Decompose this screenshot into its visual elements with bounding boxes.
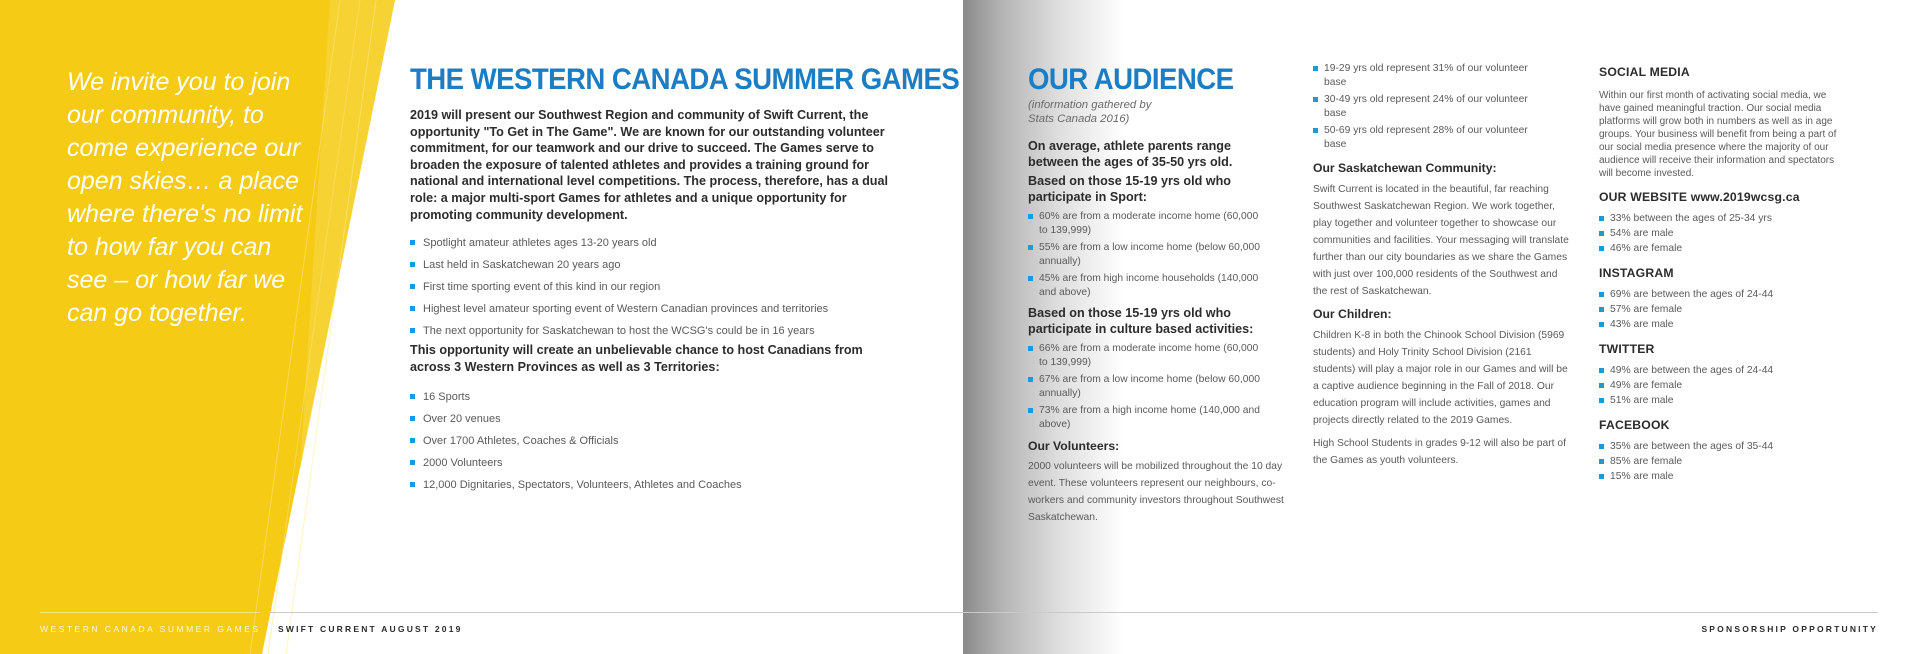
audience-column bbox=[1028, 63, 1284, 526]
audience-source: (information gathered by Stats Canada 2016) bbox=[1028, 99, 1152, 125]
right-page bbox=[963, 0, 1920, 654]
list-item: Highest level amateur sporting event of Western Canadian provinces and territories bbox=[410, 298, 900, 320]
list-item: 30-49 yrs old represent 24% of our volunteer base bbox=[1313, 93, 1533, 121]
list-item: The next opportunity for Saskatchewan to host the WCSG's could be in 16 years bbox=[410, 320, 900, 342]
social-media-text: Within our first month of activating social media, we have gained meaningful traction. Our social media platforms will grow both in numbers as well as in age groups. Your business will benefit from being a part of our social media presence where the majority of our audience will receive their information and spectators will become invested. bbox=[1599, 90, 1837, 179]
games-section bbox=[410, 63, 960, 496]
list-item: 49% are between the ages of 24-44 bbox=[1599, 363, 1849, 378]
social-column bbox=[1599, 64, 1849, 484]
list-item: 45% are from high income households (140,000 and above) bbox=[1028, 272, 1268, 300]
list-item: 46% are female bbox=[1599, 241, 1849, 256]
list-item: 35% are between the ages of 35-44 bbox=[1599, 439, 1849, 454]
saskatchewan-text: Swift Current is located in the beautiful, far reaching Southwest Saskatchewan Region. We work together, play together and volunteer together to showcase our communities and facilities. Your messaging will translate further than our city boundaries as we share the Games with just over 100,000 residents of the Southwest and the rest of Saskatchewan. bbox=[1313, 184, 1569, 297]
instagram-list bbox=[1599, 287, 1849, 332]
volunteers-text: 2000 volunteers will be mobilized throughout the 10 day event. These volunteers represent our neighbours, co-workers and community investors throughout Southwest Saskatchewan. bbox=[1028, 461, 1284, 523]
volunteers-heading: Our Volunteers: bbox=[1028, 439, 1120, 453]
list-item: Spotlight amateur athletes ages 13-20 years old bbox=[410, 232, 900, 254]
saskatchewan-heading: Our Saskatchewan Community: bbox=[1313, 161, 1497, 175]
volunteer-age-list bbox=[1313, 62, 1533, 152]
games-bullet-list bbox=[410, 232, 900, 342]
footer-divider bbox=[270, 612, 963, 613]
social-media-heading: SOCIAL MEDIA bbox=[1599, 65, 1690, 79]
twitter-heading: TWITTER bbox=[1599, 342, 1655, 356]
website-list bbox=[1599, 211, 1849, 256]
twitter-list bbox=[1599, 363, 1849, 408]
list-item: 49% are female bbox=[1599, 378, 1849, 393]
website-heading: OUR WEBSITE www.2019wcsg.ca bbox=[1599, 190, 1800, 204]
list-item: 33% between the ages of 25-34 yrs bbox=[1599, 211, 1849, 226]
list-item: 73% are from a high income home (140,000 and above) bbox=[1028, 404, 1268, 432]
facebook-heading: FACEBOOK bbox=[1599, 418, 1670, 432]
list-item: 85% are female bbox=[1599, 454, 1849, 469]
audience-title: OUR AUDIENCE bbox=[1028, 63, 1234, 96]
community-column bbox=[1313, 62, 1573, 469]
list-item: Over 20 venues bbox=[410, 408, 900, 430]
children-heading: Our Children: bbox=[1313, 307, 1392, 321]
culture-list bbox=[1028, 342, 1268, 432]
opportunity-paragraph: This opportunity will create an unbelievable chance to host Canadians from across 3 Western Provinces as well as 3 Territories: bbox=[410, 343, 863, 374]
list-item: 66% are from a moderate income home (60,000 to 139,999) bbox=[1028, 342, 1268, 370]
list-item: 50-69 yrs old represent 28% of our volunteer base bbox=[1313, 124, 1533, 152]
list-item: 60% are from a moderate income home (60,000 to 139,999) bbox=[1028, 210, 1268, 238]
sport-heading: Based on those 15-19 yrs old who participate in Sport: bbox=[1028, 174, 1231, 204]
page-title: THE WESTERN CANADA SUMMER GAMES bbox=[410, 63, 960, 96]
sport-list bbox=[1028, 210, 1268, 300]
list-item: Last held in Saskatchewan 20 years ago bbox=[410, 254, 900, 276]
list-item: 69% are between the ages of 24-44 bbox=[1599, 287, 1849, 302]
invite-quote: We invite you to join our community, to come experience our open skies… a place where there's no limit to how far you can see – or how far we can go together. bbox=[67, 68, 303, 327]
footer-divider bbox=[963, 612, 1878, 613]
instagram-heading: INSTAGRAM bbox=[1599, 266, 1674, 280]
culture-heading: Based on those 15-19 yrs old who participate in culture based activities: bbox=[1028, 306, 1254, 336]
list-item: 55% are from a low income home (below 60,000 annually) bbox=[1028, 241, 1268, 269]
footer-games-name: WESTERN CANADA SUMMER GAMES bbox=[40, 624, 261, 634]
list-item: First time sporting event of this kind in our region bbox=[410, 276, 900, 298]
list-item: 15% are male bbox=[1599, 469, 1849, 484]
list-item: Over 1700 Athletes, Coaches & Officials bbox=[410, 430, 900, 452]
yellow-panel bbox=[0, 0, 395, 654]
audience-average: On average, athlete parents range between the ages of 35-50 yrs old. bbox=[1028, 139, 1233, 169]
footer-divider-yellow bbox=[40, 612, 260, 613]
list-item: 19-29 yrs old represent 31% of our volunteer base bbox=[1313, 62, 1533, 90]
list-item: 2000 Volunteers bbox=[410, 452, 900, 474]
intro-paragraph: 2019 will present our Southwest Region and community of Swift Current, the opportunity "To Get in The Game". We are known for our outstanding volunteer commitment, for our teamwork and our drive to succeed. The Games serve to broaden the exposure of talented athletes and provides a training ground for national and international level competitions. The process, therefore, has a dual role: a major multi-sport Games for athletes and a unique opportunity for promoting community development. bbox=[410, 108, 888, 222]
list-item: 51% are male bbox=[1599, 393, 1849, 408]
footer-location-date: SWIFT CURRENT AUGUST 2019 bbox=[278, 624, 463, 634]
list-item: 54% are male bbox=[1599, 226, 1849, 241]
list-item: 16 Sports bbox=[410, 386, 900, 408]
list-item: 57% are female bbox=[1599, 302, 1849, 317]
list-item: 67% are from a low income home (below 60,000 annually) bbox=[1028, 373, 1268, 401]
stats-bullet-list bbox=[410, 386, 900, 496]
facebook-list bbox=[1599, 439, 1849, 484]
footer-sponsorship: SPONSORSHIP OPPORTUNITY bbox=[1701, 624, 1878, 634]
children-text: Children K-8 in both the Chinook School Division (5969 students) and Holy Trinity School Division (2161 students) will play a major role in our Games and will be a captive audience beginning in the Fall of 2018. Our education program will include activities, games and projects directly related to the 2019 Games. bbox=[1313, 330, 1568, 426]
high-school-text: High School Students in grades 9-12 will also be part of the Games as youth volunteers. bbox=[1313, 438, 1566, 466]
list-item: 12,000 Dignitaries, Spectators, Volunteers, Athletes and Coaches bbox=[410, 474, 900, 496]
list-item: 43% are male bbox=[1599, 317, 1849, 332]
